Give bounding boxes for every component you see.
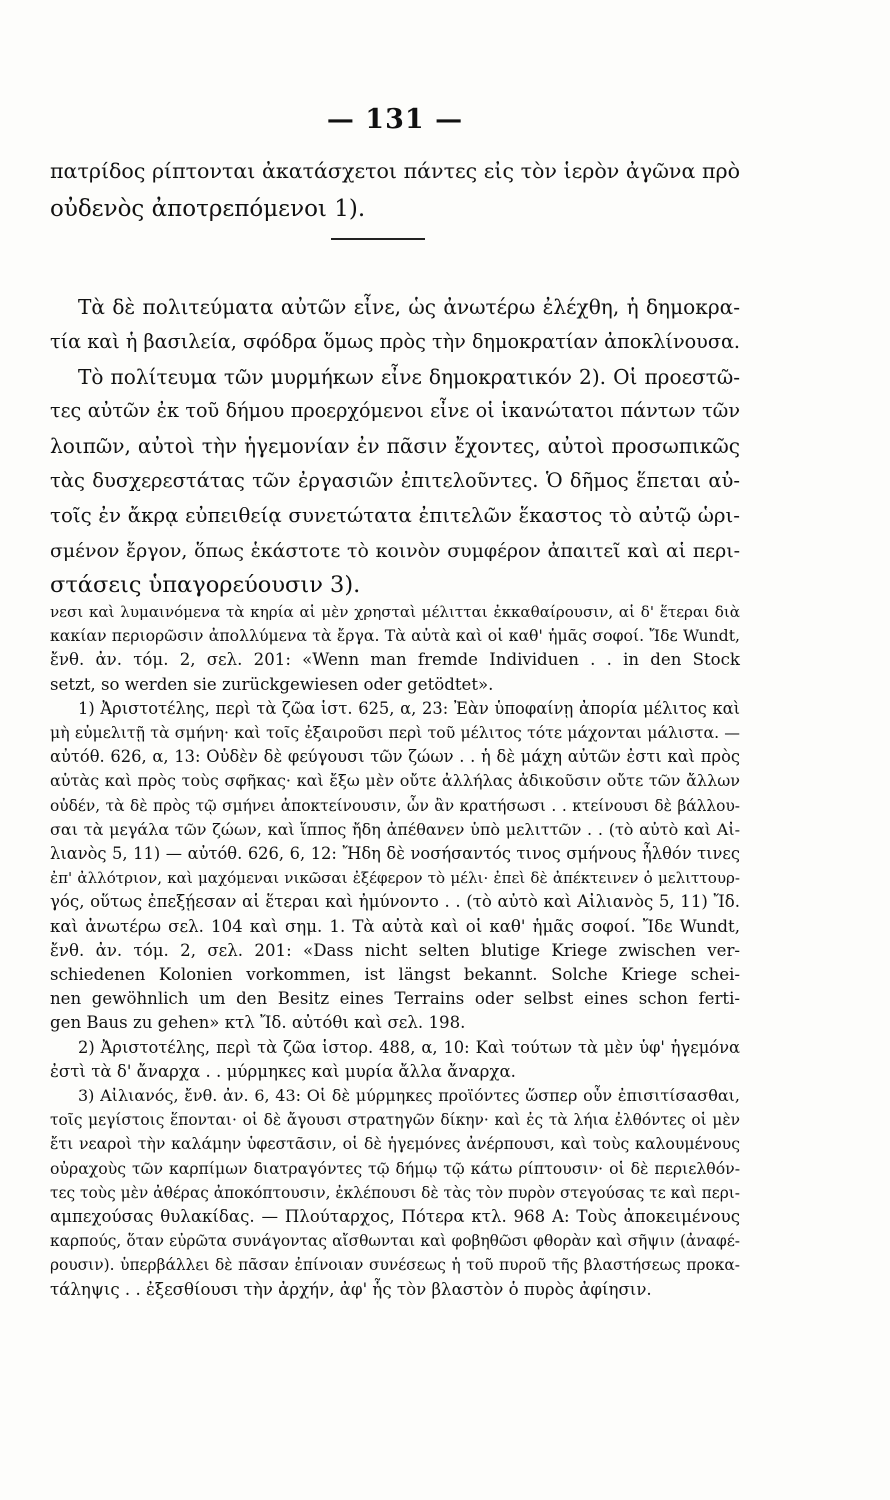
footnote-line: 1) Ἀριστοτέλης, περὶ τὰ ζῶα ἱστ. 625, α, 23: Ἐὰν ὑποφαίνῃ ἀπορία μέλιτος καὶ [78,698,740,718]
text-line: πατρίδος ρίπτονται ἀκατάσχετοι πάντες εἰς τὸν ἱερὸν ἀγῶνα πρὸ [50,159,740,183]
page-number: — 131 — [326,104,464,135]
footnote-line: setzt, so werden sie zurückgewiesen oder getödtet». [50,674,494,694]
footnote-line: nen gewöhnlich um den Besitz eines Terrains oder selbst eines schon ferti- [50,989,740,1009]
footnote-line: οὐδέν, τὰ δὲ πρὸς τῷ σμήνει ἀποκτείνουσιν, ὧν ἂν κρατήσωσι . . κτείνουσι δὲ βάλλου- [50,796,740,815]
footnote-line: νεσι καὶ λυμαινόμενα τὰ κηρία αἱ μὲν χρησταὶ μέλιτται ἐκκαθαίρουσιν, αἱ δ' ἕτεραι διὰ [50,603,740,621]
footnote-line: ἔτι νεαροὶ τὴν καλάμην ὑφεστᾶσιν, οἱ δὲ ἡγεμόνες ἀνέρπουσι, καὶ τοὺς καλουμένους [50,1134,740,1154]
footnote-line: ἔνθ. ἀν. τόμ. 2, σελ. 201: «Dass nicht selten blutige Kriege zwischen ver- [50,940,740,960]
footnote-line: τες τοὺς μὲν ἀθέρας ἀποκόπτουσιν, ἐκλέπουσι δὲ τὰς τὸν πυρὸν στεγούσας τε καὶ περι- [50,1183,740,1202]
text-line: τὰς δυσχερεστάτας τῶν ἐργασιῶν ἐπιτελοῦντες. Ὁ δῆμος ἕπεται αὐ- [50,468,740,492]
footnote-line: λιανὸς 5, 11) — αὐτόθ. 626, 6, 12: Ἤδη δὲ νοσήσαντός τινος σμήνους ἦλθόν τινες [50,844,740,864]
footnote-line: ἔνθ. ἀν. τόμ. 2, σελ. 201: «Wenn man fremde Individuen . . in den Stock [50,650,740,670]
footnote-line: ἐστὶ τὰ δ' ἄναρχα . . μύρμηκες καὶ μυρία ἄλλα ἄναρχα. [50,1061,516,1081]
footnote-line: γός, οὕτως ἐπεξῄεσαν αἱ ἕτεραι καὶ ἠμύνοντο . . (τὸ αὐτὸ καὶ Αἰλιανὸς 5, 11) Ἴδ. [50,892,740,912]
footnote-line: τοῖς μεγίστοις ἕπονται· οἱ δὲ ἄγουσι στρατηγῶν δίκην· καὶ ἐς τὰ λήια ἐλθόντες οἱ μὲν [50,1111,740,1130]
footnote-line: 2) Ἀριστοτέλης, περὶ τὰ ζῶα ἱστορ. 488, α, 10: Καὶ τούτων τὰ μὲν ὑφ' ἡγεμόνα [78,1037,740,1057]
text-line: Τὸ πολίτευμα τῶν μυρμήκων εἶνε δημοκρατικόν 2). Οἱ προεστῶ- [78,364,740,389]
footnote-line: αμπεχούσας θυλακίδας. — Πλούταρχος, Πότερα κτλ. 968 Α: Τοὺς ἀποκειμένους [50,1207,740,1227]
footnotes [50,600,740,1302]
footnote-line: καὶ ἀνωτέρω σελ. 104 καὶ σημ. 1. Τὰ αὐτὰ καὶ οἱ καθ' ἡμᾶς σοφοί. Ἴδε Wundt, [50,916,740,936]
main-paragraph [50,290,740,603]
footnote-line: αὑτὰς καὶ πρὸς τοὺς σφῆκας· καὶ ἔξω μὲν οὔτε ἀλλήλας ἀδικοῦσιν οὔτε τῶν ἄλλων [50,771,740,791]
footnote-line: μὴ εὐμελιτῇ τὰ σμήνη· καὶ τοῖς ἐξαιροῦσι περὶ τοῦ μέλιτος τότε μάχονται μάλιστα. — [50,723,740,743]
footnote-line: αὐτόθ. 626, α, 13: Οὐδὲν δὲ φεύγουσι τῶν ζώων . . ἡ δὲ μάχη αὐτῶν ἐστι καὶ πρὸς [50,747,740,767]
footnote-line: schiedenen Kolonien vorkommen, ist längst bekannt. Solche Kriege schei- [50,965,740,985]
text-line: τες αὐτῶν ἐκ τοῦ δήμου προερχόμενοι εἶνε οἱ ἱκανώτατοι πάντων τῶν [50,399,740,423]
text-line: τία καὶ ἡ βασιλεία, σφόδρα ὅμως πρὸς τὴν δημοκρατίαν ἀποκλίνουσα. [50,329,740,353]
footnote-line: ἐπ' ἀλλότριον, καὶ μαχόμεναι νικῶσαι ἐξέφερον τὸ μέλι· ἐπεὶ δὲ ἀπέκτεινεν ὁ μελιττουρ- [50,869,740,888]
footnote-line: τάληψις . . ἐξεσθίουσι τὴν ἀρχήν, ἀφ' ἧς τὸν βλαστὸν ὁ πυρὸς ἀφίησιν. [50,1279,652,1299]
text-line: λοιπῶν, αὐτοὶ τὴν ἡγεμονίαν ἐν πᾶσιν ἔχοντες, αὐτοὶ προσωπικῶς [50,434,740,459]
continued-paragraph [50,152,740,228]
footnote-line: κακίαν περιορῶσιν ἀπολλύμενα τὰ ἔργα. Τὰ αὐτὰ καὶ οἱ καθ' ἡμᾶς σοφοί. Ἴδε Wundt, [50,626,740,646]
footnote-line: σαι τὰ μεγάλα τῶν ζώων, καὶ ἵππος ἤδη ἀπέθανεν ὑπὸ μελιττῶν . . (τὸ αὐτὸ καὶ Αἰ- [50,819,740,839]
footnote-line: gen Baus zu gehen» κτλ Ἴδ. αὐτόθι καὶ σελ. 198. [50,1013,466,1033]
footnote-line: ρουσιν). ὑπερβάλλει δὲ πᾶσαν ἐπίνοιαν συνέσεως ἡ τοῦ πυροῦ τῆς βλαστήσεως προκα- [50,1256,740,1275]
text-line: τοῖς ἐν ἄκρᾳ εὐπειθείᾳ συνετώτατα ἐπιτελῶν ἕκαστος τὸ αὐτῷ ὡρι- [50,503,740,527]
footnote-line: καρπούς, ὅταν εὐρῶτα συνάγοντας αἴσθωνται καὶ φοβηθῶσι φθορὰν καὶ σῆψιν (ἀναφέ- [50,1232,740,1251]
text-line: οὐδενὸς ἀποτρεπόμενοι 1). [50,196,366,222]
footnote-line: 3) Αἰλιανός, ἔνθ. ἀν. 6, 43: Οἱ δὲ μύρμηκες προϊόντες ὥσπερ οὖν ἐπισιτίσασθαι, [78,1086,740,1106]
text-line: Τὰ δὲ πολιτεύματα αὐτῶν εἶνε, ὡς ἀνωτέρω ἐλέχθη, ἡ δημοκρα- [78,295,740,319]
text-line: στάσεις ὑπαγορεύουσιν 3). [50,572,361,599]
section-rule [331,238,425,240]
text-line: σμένον ἔργον, ὅπως ἑκάστοτε τὸ κοινὸν συμφέρον ἀπαιτεῖ καὶ αἱ περι- [50,539,740,562]
footnote-line: οὐραχοὺς τῶν καρπίμων διατραγόντες τῷ δήμῳ τῷ κάτω ρίπτουσιν· οἱ δὲ περιελθόν- [50,1158,740,1178]
